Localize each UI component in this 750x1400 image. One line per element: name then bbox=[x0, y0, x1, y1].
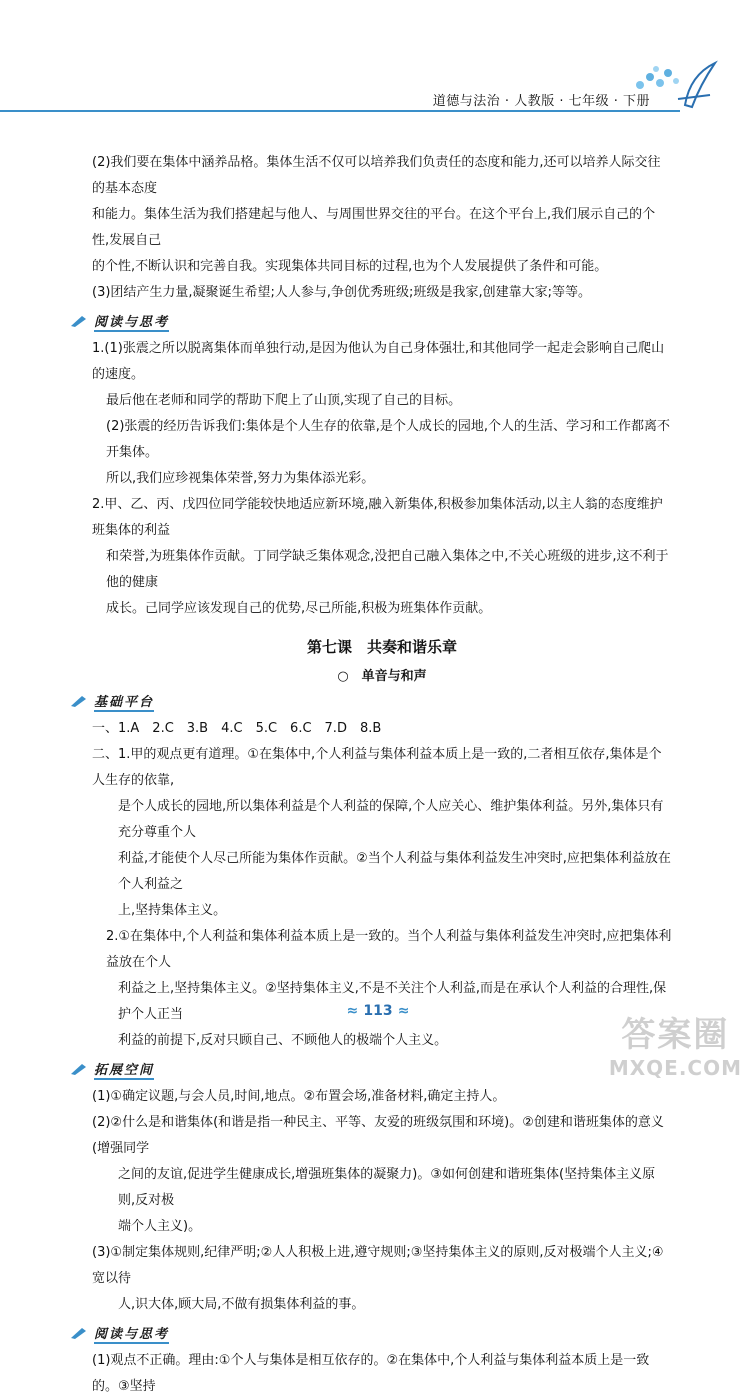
text-line: 最后他在老师和同学的帮助下爬上了山顶,实现了自己的目标。 bbox=[106, 393, 462, 408]
text-line: (1)①确定议题,与会人员,时间,地点。②布置会场,准备材料,确定主持人。 bbox=[92, 1089, 506, 1104]
page-content bbox=[92, 150, 672, 1400]
text-line: 是个人成长的园地,所以集体利益是个人利益的保障,个人应关心、维护集体利益。另外,集体只有充分尊重个人 bbox=[118, 799, 664, 840]
text-line: 人,识大体,顾大局,不做有损集体利益的事。 bbox=[118, 1297, 365, 1312]
subsection-title: ○ 单音与和声 bbox=[337, 669, 427, 684]
text-line: (2)我们要在集体中涵养品格。集体生活不仅可以培养我们负责任的态度和能力,还可以培养人际交往的基本态度 bbox=[92, 155, 661, 196]
section-header-reading-2 bbox=[70, 1320, 672, 1346]
section-title: 基础平台 bbox=[94, 691, 154, 712]
lesson-title: 第七课 共奏和谐乐章 bbox=[306, 638, 457, 656]
text-line: 二、1.甲的观点更有道理。①在集体中,个人利益与集体利益本质上是一致的,二者相互依存,集体是个人生存的依靠, bbox=[92, 747, 662, 788]
watermark-line1: 答案圈 bbox=[621, 1015, 730, 1055]
text-line: 利益的前提下,反对只顾自己、不顾他人的极端个人主义。 bbox=[118, 1033, 448, 1048]
header-title: 道德与法治 · 人教版 · 七年级 · 下册 bbox=[432, 94, 650, 109]
text-line: 利益,才能使个人尽己所能为集体作贡献。②当个人利益与集体利益发生冲突时,应把集体利益放在个人利益之 bbox=[118, 851, 671, 892]
section-title: 拓展空间 bbox=[94, 1059, 154, 1080]
text-line: 2.①在集体中,个人利益和集体利益本质上是一致的。当个人利益与集体利益发生冲突时,应把集体利益放在个人 bbox=[106, 929, 672, 970]
header-divider bbox=[0, 110, 680, 112]
text-line: 2.甲、乙、丙、戊四位同学能较快地适应新环境,融入新集体,积极参加集体活动,以主人翁的态度维护班集体的利益 bbox=[92, 497, 663, 538]
page-number-text: 113 bbox=[363, 1003, 393, 1019]
text-line: 和荣誉,为班集体作贡献。丁同学缺乏集体观念,没把自己融入集体之中,不关心班级的进步,这不利于他的健康 bbox=[106, 549, 669, 590]
watermark-line2: MXQE.COM bbox=[608, 1056, 742, 1080]
section-title: 阅读与思考 bbox=[94, 311, 169, 332]
page-number-wave-icon: ≈ bbox=[346, 1003, 359, 1019]
text-line: (3)①制定集体规则,纪律严明;②人人积极上进,遵守规则;③坚持集体主义的原则,反对极端个人主义;④宽以待 bbox=[92, 1245, 664, 1286]
text-line: 之间的友谊,促进学生健康成长,增强班集体的凝聚力)。③如何创建和谐班集体(坚持集体主义原则,反对极 bbox=[118, 1167, 656, 1208]
text-line: 上,坚持集体主义。 bbox=[118, 903, 227, 918]
page-number-wave-icon: ≈ bbox=[397, 1003, 410, 1019]
pencil-icon bbox=[70, 1326, 88, 1340]
text-line: 一、1.A 2.C 3.B 4.C 5.C 6.C 7.D 8.B bbox=[92, 721, 382, 736]
text-line: 和能力。集体生活为我们搭建起与他人、与周围世界交往的平台。在这个平台上,我们展示自己的个性,发展自己 bbox=[92, 207, 656, 248]
section-header-reading bbox=[70, 308, 672, 334]
text-line: (2)②什么是和谐集体(和谐是指一种民主、平等、友爱的班级氛围和环境)。②创建和谐班集体的意义(增强同学 bbox=[92, 1115, 664, 1156]
text-line: (2)张震的经历告诉我们:集体是个人生存的依靠,是个人成长的园地,个人的生活、学习和工作都离不开集体。 bbox=[106, 419, 671, 460]
text-line: 成长。己同学应该发现自己的优势,尽己所能,积极为班集体作贡献。 bbox=[106, 601, 492, 616]
pencil-icon bbox=[70, 694, 88, 708]
text-line: 所以,我们应珍视集体荣誉,努力为集体添光彩。 bbox=[106, 471, 375, 486]
text-line: (1)观点不正确。理由:①个人与集体是相互依存的。②在集体中,个人利益与集体利益本质上是一致的。③坚持 bbox=[92, 1353, 650, 1394]
text-line: 利益之上,坚持集体主义。②坚持集体主义,不是不关注个人利益,而是在承认个人利益的合理性,保护个人正当 bbox=[118, 981, 667, 1022]
page-number bbox=[318, 1000, 438, 1019]
pencil-icon bbox=[70, 314, 88, 328]
section-header-basics bbox=[70, 688, 672, 714]
section-title: 阅读与思考 bbox=[94, 1323, 169, 1344]
text-line: 1.(1)张震之所以脱离集体而单独行动,是因为他认为自己身体强壮,和其他同学一起走会影响自己爬山的速度。 bbox=[92, 341, 665, 382]
text-line: 端个人主义)。 bbox=[118, 1219, 202, 1234]
text-line: (3)团结产生力量,凝聚诞生希望;人人参与,争创优秀班级;班级是我家,创建靠大家;等等。 bbox=[92, 285, 591, 300]
watermark-logo bbox=[609, 1007, 742, 1080]
pencil-icon bbox=[70, 1062, 88, 1076]
page-header bbox=[0, 0, 750, 130]
section-header-extension bbox=[70, 1056, 672, 1082]
text-line: 的个性,不断认识和完善自我。实现集体共同目标的过程,也为个人发展提供了条件和可能。 bbox=[92, 259, 608, 274]
